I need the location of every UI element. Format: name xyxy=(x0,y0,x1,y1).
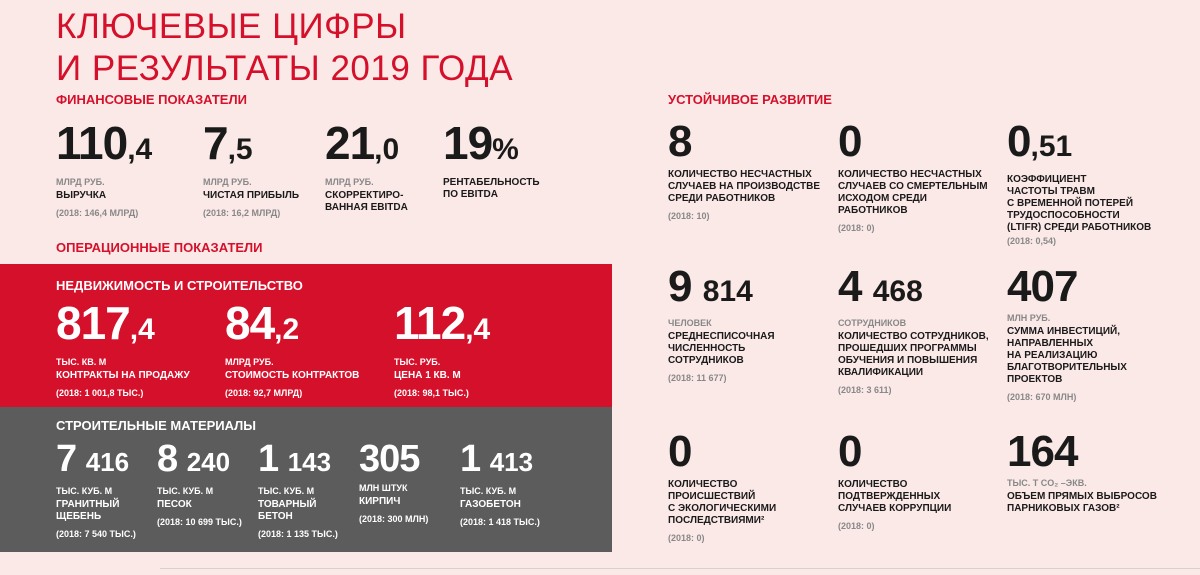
metric-unit: МЛРД РУБ. xyxy=(225,357,274,367)
metric-comparison: (2018: 92,7 МЛРД) xyxy=(225,388,303,398)
metric-label: КОЛИЧЕСТВО СОТРУДНИКОВ, ПРОШЕДШИХ ПРОГРАММЫ ОБУЧЕНИЯ И ПОВЫШЕНИЯ КВАЛИФИКАЦИИ xyxy=(838,331,989,378)
sales-contracts-metric xyxy=(56,298,190,398)
sustainable-section-label: УСТОЙЧИВОЕ РАЗВИТИЕ xyxy=(668,92,832,107)
metric-unit: СОТРУДНИКОВ xyxy=(838,318,907,328)
metric-unit: ТЫС. КУБ. М xyxy=(258,486,315,496)
metric-unit: ТЫС. КУБ. М xyxy=(157,486,214,496)
metric-value: 7,5 xyxy=(203,117,253,169)
metric-value: 112,4 xyxy=(394,297,491,349)
metric-unit: ТЫС. КВ. М xyxy=(56,357,107,367)
adjusted-ebitda-metric xyxy=(325,118,408,214)
metric-label: КОЛИЧЕСТВО НЕСЧАСТНЫХ СЛУЧАЕВ НА ПРОИЗВОДСТВЕ СРЕДИ РАБОТНИКОВ xyxy=(668,169,821,204)
metric-comparison: (2018: 16,2 МЛРД) xyxy=(203,208,281,218)
metric-comparison: (2018: 146,4 МЛРД) xyxy=(56,208,139,218)
metric-comparison: (2018: 10 699 ТЫС.) xyxy=(157,517,242,527)
financial-section-label: ФИНАНСОВЫЕ ПОКАЗАТЕЛИ xyxy=(56,92,247,107)
environmental-incidents-metric xyxy=(668,428,828,543)
metric-comparison: (2018: 98,1 ТЫС.) xyxy=(394,388,469,398)
metric-unit: ТЫС. РУБ. xyxy=(394,357,441,367)
metric-label: ТОВАРНЫЙ БЕТОН xyxy=(258,499,317,522)
metric-value: 0 xyxy=(838,427,862,476)
metric-label: КОЭФФИЦИЕНТ ЧАСТОТЫ ТРАВМ С ВРЕМЕННОЙ ПОТЕРЕЙ ТРУДОСПОСОБНОСТИ (LTIFR) СРЕДИ РАБОТНИКОВ xyxy=(1007,174,1152,233)
metric-comparison: (2018: 0) xyxy=(668,533,705,543)
page-title xyxy=(56,6,513,90)
metric-comparison: (2018: 11 677) xyxy=(668,373,727,383)
real-estate-block xyxy=(0,264,612,407)
net-profit-metric xyxy=(203,118,299,218)
metric-value: 9 814 xyxy=(668,262,753,311)
metric-value: 164 xyxy=(1007,427,1078,476)
metric-label: КОЛИЧЕСТВО НЕСЧАСТНЫХ СЛУЧАЕВ СО СМЕРТЕЛЬНЫМ ИСХОДОМ СРЕДИ РАБОТНИКОВ xyxy=(838,169,988,216)
title-line-1: КЛЮЧЕВЫЕ ЦИФРЫ xyxy=(56,7,407,46)
materials-title: СТРОИТЕЛЬНЫЕ МАТЕРИАЛЫ xyxy=(56,418,257,433)
granite-metric xyxy=(56,437,136,539)
sand-metric xyxy=(157,437,242,527)
materials-block xyxy=(0,407,612,552)
bottom-divider xyxy=(160,568,1200,569)
metric-label: КОЛИЧЕСТВО ПРОИСШЕСТВИЙ С ЭКОЛОГИЧЕСКИМИ ПОСЛЕДСТВИЯМИ² xyxy=(668,479,777,526)
metric-unit: МЛН ШТУК xyxy=(359,483,408,493)
aerated-concrete-metric xyxy=(460,437,540,527)
metric-label: ЦЕНА 1 КВ. М xyxy=(394,370,461,381)
fatal-accidents-metric xyxy=(838,118,998,233)
metric-value: 84,2 xyxy=(225,297,300,349)
metric-label: ГАЗОБЕТОН xyxy=(460,499,521,510)
ghg-emissions-metric xyxy=(1007,428,1187,515)
metric-comparison: (2018: 670 МЛН) xyxy=(1007,392,1077,402)
headcount-metric xyxy=(668,263,828,383)
metric-value: 8 240 xyxy=(157,438,231,480)
ebitda-margin-metric xyxy=(443,118,540,201)
metric-label: СТОИМОСТЬ КОНТРАКТОВ xyxy=(225,370,360,381)
metric-label: ЧИСТАЯ ПРИБЫЛЬ xyxy=(203,190,300,201)
metric-comparison: (2018: 3 611) xyxy=(838,385,892,395)
metric-comparison: (2018: 10) xyxy=(668,211,710,221)
revenue-metric xyxy=(56,118,152,218)
metric-value: 817,4 xyxy=(56,297,155,349)
metric-value: 0 xyxy=(838,117,862,166)
metric-value: 305 xyxy=(359,438,420,480)
metric-label: ВЫРУЧКА xyxy=(56,190,107,201)
metric-unit: ТЫС. КУБ. М xyxy=(460,486,517,496)
metric-value: 21,0 xyxy=(325,117,400,169)
metric-label: СКОРРЕКТИРО- ВАННАЯ EBITDA xyxy=(325,190,408,213)
metric-comparison: (2018: 0) xyxy=(838,223,875,233)
metric-value: 4 468 xyxy=(838,262,923,311)
metric-unit: МЛРД РУБ. xyxy=(325,177,374,187)
metric-unit: ТЫС. КУБ. М xyxy=(56,486,113,496)
metric-label: КИРПИЧ xyxy=(359,496,401,507)
metric-label: РЕНТАБЕЛЬНОСТЬ ПО EBITDA xyxy=(443,177,540,200)
metric-unit: МЛН РУБ. xyxy=(1007,313,1051,323)
accidents-metric xyxy=(668,118,828,221)
metric-value: 1 413 xyxy=(460,438,534,480)
metric-label: СУММА ИНВЕСТИЦИЙ, НАПРАВЛЕННЫХ НА РЕАЛИЗАЦИЮ БЛАГОТВОРИТЕЛЬНЫХ ПРОЕКТОВ xyxy=(1007,326,1127,385)
contract-value-metric xyxy=(225,298,359,398)
charity-investment-metric xyxy=(1007,263,1167,402)
training-metric xyxy=(838,263,998,395)
metric-label: КОЛИЧЕСТВО ПОДТВЕРЖДЕННЫХ СЛУЧАЕВ КОРРУПЦИИ xyxy=(838,479,952,514)
ltifr-metric xyxy=(1007,118,1187,246)
corruption-cases-metric xyxy=(838,428,998,531)
brick-metric xyxy=(359,437,428,524)
metric-unit: МЛРД РУБ. xyxy=(56,177,105,187)
metric-label: ГРАНИТНЫЙ ЩЕБЕНЬ xyxy=(56,499,120,522)
metric-comparison: (2018: 1 135 ТЫС.) xyxy=(258,529,338,539)
metric-label: ПЕСОК xyxy=(157,499,192,510)
operational-section-label: ОПЕРАЦИОННЫЕ ПОКАЗАТЕЛИ xyxy=(56,240,263,255)
price-per-sqm-metric xyxy=(394,298,490,398)
metric-comparison: (2018: 7 540 ТЫС.) xyxy=(56,529,136,539)
real-estate-title: НЕДВИЖИМОСТЬ И СТРОИТЕЛЬСТВО xyxy=(56,278,303,293)
concrete-metric xyxy=(258,437,338,539)
metric-comparison: (2018: 0) xyxy=(838,521,875,531)
metric-value: 407 xyxy=(1007,262,1078,311)
metric-comparison: (2018: 1 001,8 ТЫС.) xyxy=(56,388,144,398)
metric-unit: ЧЕЛОВЕК xyxy=(668,318,712,328)
metric-value: 110,4 xyxy=(56,117,153,169)
metric-comparison: (2018: 1 418 ТЫС.) xyxy=(460,517,540,527)
metric-value: 0,51 xyxy=(1007,117,1073,166)
metric-label: ОБЪЕМ ПРЯМЫХ ВЫБРОСОВ ПАРНИКОВЫХ ГАЗОВ² xyxy=(1007,491,1157,514)
metric-unit: ТЫС. Т CO₂ –ЭКВ. xyxy=(1007,478,1087,488)
metric-label: КОНТРАКТЫ НА ПРОДАЖУ xyxy=(56,370,190,381)
metric-value: 0 xyxy=(668,427,692,476)
metric-unit: МЛРД РУБ. xyxy=(203,177,252,187)
metric-comparison: (2018: 0,54) xyxy=(1007,236,1057,246)
metric-value: 1 143 xyxy=(258,438,332,480)
title-line-2: И РЕЗУЛЬТАТЫ 2019 ГОДА xyxy=(56,49,514,88)
metric-value: 8 xyxy=(668,117,692,166)
metric-label: СРЕДНЕСПИСОЧНАЯ ЧИСЛЕННОСТЬ СОТРУДНИКОВ xyxy=(668,331,775,366)
metric-comparison: (2018: 300 МЛН) xyxy=(359,514,429,524)
metric-value: 7 416 xyxy=(56,438,130,480)
metric-value: 19% xyxy=(443,117,519,169)
